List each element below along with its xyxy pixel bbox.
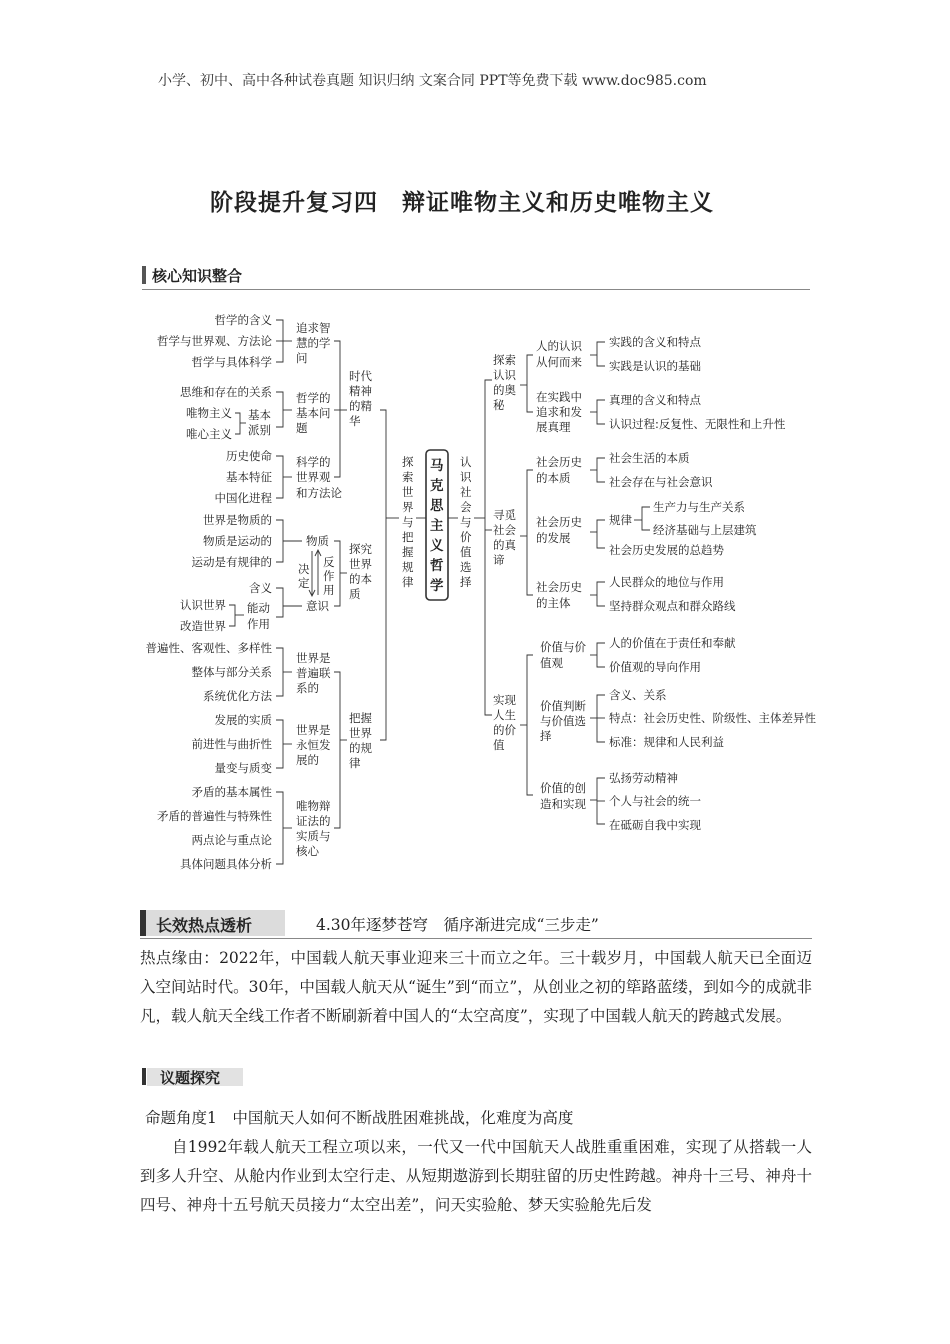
svg-text:值观: 值观 — [540, 656, 563, 670]
svg-text:规: 规 — [402, 560, 414, 574]
svg-text:在实践中: 在实践中 — [536, 390, 582, 404]
svg-text:价值观的导向作用: 价值观的导向作用 — [609, 660, 701, 674]
svg-text:科学的: 科学的 — [296, 455, 331, 469]
svg-text:意识: 意识 — [306, 599, 329, 613]
svg-text:在砥砺自我中实现: 在砥砺自我中实现 — [609, 818, 701, 832]
svg-text:物质是运动的: 物质是运动的 — [203, 534, 272, 548]
svg-text:时代: 时代 — [349, 369, 372, 383]
section-divider-2 — [140, 938, 812, 939]
svg-text:矛盾的普遍性与特殊性: 矛盾的普遍性与特殊性 — [157, 809, 272, 823]
svg-text:的价: 的价 — [493, 723, 516, 737]
svg-text:作: 作 — [323, 569, 335, 583]
svg-text:把: 把 — [402, 530, 414, 544]
svg-text:能动: 能动 — [247, 601, 270, 615]
svg-text:唯心主义: 唯心主义 — [186, 427, 232, 441]
svg-text:的本质: 的本质 — [536, 471, 571, 485]
svg-text:作用: 作用 — [247, 617, 270, 631]
svg-text:主: 主 — [430, 518, 444, 534]
svg-text:择: 择 — [460, 575, 472, 589]
svg-text:基本问: 基本问 — [296, 406, 331, 420]
svg-text:的精: 的精 — [349, 399, 372, 413]
svg-text:识: 识 — [460, 470, 472, 484]
svg-text:矛盾的基本属性: 矛盾的基本属性 — [191, 785, 272, 799]
svg-text:基本: 基本 — [248, 408, 271, 422]
mm-right-3 — [493, 636, 816, 832]
svg-text:定: 定 — [298, 576, 310, 590]
section-marker-3 — [142, 1068, 146, 1085]
mm-center-label — [430, 457, 444, 594]
svg-text:社会历史发展的总趋势: 社会历史发展的总趋势 — [609, 543, 724, 557]
svg-text:精神: 精神 — [349, 384, 372, 398]
svg-text:整体与部分关系: 整体与部分关系 — [191, 665, 272, 679]
svg-text:核心: 核心 — [296, 844, 319, 858]
svg-text:马: 马 — [430, 458, 444, 474]
svg-text:用: 用 — [323, 583, 335, 597]
svg-text:普遍性、客观性、多样性: 普遍性、客观性、多样性 — [145, 641, 272, 655]
svg-text:造和实现: 造和实现 — [540, 797, 586, 811]
page-title: 阶段提升复习四 辩证唯物主义和历史唯物主义 — [210, 190, 714, 216]
svg-text:生产力与生产关系: 生产力与生产关系 — [653, 500, 745, 514]
svg-text:前进性与曲折性: 前进性与曲折性 — [191, 737, 272, 751]
svg-text:弘扬劳动精神: 弘扬劳动精神 — [609, 771, 678, 785]
svg-text:含义: 含义 — [249, 581, 272, 595]
svg-text:普遍联: 普遍联 — [296, 666, 331, 680]
svg-text:慧的学: 慧的学 — [296, 336, 331, 350]
svg-text:克: 克 — [430, 478, 444, 494]
svg-text:探: 探 — [402, 455, 414, 469]
svg-text:世界: 世界 — [349, 726, 372, 740]
svg-text:实现: 实现 — [493, 693, 516, 707]
svg-text:个人与社会的统一: 个人与社会的统一 — [609, 794, 701, 808]
svg-text:认识世界: 认识世界 — [180, 598, 226, 612]
svg-text:的发展: 的发展 — [536, 531, 571, 545]
svg-text:思维和存在的关系: 思维和存在的关系 — [180, 385, 272, 399]
page-header: 小学、初中、高中各种试卷真题 知识归纳 文案合同 PPT等免费下载 www.doc985.com — [158, 73, 707, 89]
svg-text:价值判断: 价值判断 — [540, 699, 586, 713]
svg-text:从何而来: 从何而来 — [536, 355, 582, 369]
svg-text:义: 义 — [430, 538, 444, 554]
svg-text:值: 值 — [493, 738, 505, 752]
svg-text:物质: 物质 — [306, 534, 329, 548]
svg-text:两点论与重点论: 两点论与重点论 — [191, 833, 272, 847]
svg-text:反: 反 — [323, 555, 335, 569]
svg-text:秘: 秘 — [493, 398, 505, 412]
svg-text:系统优化方法: 系统优化方法 — [203, 689, 272, 703]
mm-group-3 — [215, 449, 343, 505]
svg-text:探究: 探究 — [349, 542, 372, 556]
hot-topic-title: 4.30年逐梦苍穹 循序渐进完成“三步走” — [316, 916, 599, 934]
svg-text:系的: 系的 — [296, 681, 319, 695]
svg-text:的规: 的规 — [349, 741, 372, 755]
svg-text:坚持群众观点和群众路线: 坚持群众观点和群众路线 — [609, 599, 736, 613]
mm-group-7 — [157, 785, 331, 871]
svg-text:会: 会 — [460, 500, 472, 514]
svg-text:与: 与 — [460, 515, 472, 529]
svg-text:华: 华 — [349, 414, 361, 428]
hot-reason-paragraph: 热点缘由：2022年，中国载人航天事业迎来三十而立之年。三十载岁月，中国载人航天已全面迈入空间站时代。30年，中国载人航天从“诞生”到“而立”，从创业之初的筚路蓝缕，到如今的成就非凡，载人航天全线工作者不断刷新着中国人的“太空高度”，实现了中国载人航天的跨越式发展。 — [140, 949, 812, 1025]
svg-text:基本特征: 基本特征 — [226, 470, 272, 484]
svg-text:与: 与 — [402, 515, 414, 529]
svg-text:社会历史: 社会历史 — [536, 455, 582, 469]
svg-text:含义、关系: 含义、关系 — [609, 688, 667, 702]
svg-text:题: 题 — [296, 421, 308, 435]
svg-text:追求和发: 追求和发 — [536, 405, 582, 419]
svg-text:社会历史: 社会历史 — [536, 580, 582, 594]
svg-text:把握: 把握 — [349, 711, 372, 725]
svg-text:问: 问 — [296, 351, 308, 365]
svg-text:永恒发: 永恒发 — [296, 738, 331, 752]
body-paragraph: 自1992年载人航天工程立项以来，一代又一代中国航天人战胜重重困难，实现了从搭载一人到多人升空、从舱内作业到太空行走、从短期遨游到长期驻留的历史性跨越。神舟十三号、神舟十四号、神舟十五号航天员接力“太空出差”，问天实验舱、梦天实验舱先后发 — [140, 1138, 812, 1214]
svg-text:择: 择 — [540, 729, 552, 743]
svg-text:唯物辩: 唯物辩 — [296, 799, 331, 813]
mm-right-main — [460, 455, 472, 589]
svg-text:实践是认识的基础: 实践是认识的基础 — [609, 359, 701, 373]
svg-text:哲学与具体科学: 哲学与具体科学 — [191, 355, 272, 369]
svg-text:世界是: 世界是 — [296, 723, 331, 737]
svg-text:发展的实质: 发展的实质 — [214, 713, 272, 727]
svg-text:规律: 规律 — [609, 513, 632, 527]
mm-left-main — [402, 455, 414, 589]
svg-text:标准：规律和人民利益: 标准：规律和人民利益 — [609, 735, 724, 749]
svg-text:证法的: 证法的 — [296, 814, 331, 828]
svg-text:质: 质 — [349, 587, 361, 601]
svg-text:学: 学 — [430, 578, 444, 594]
mm-group-5 — [146, 641, 331, 703]
svg-text:展真理: 展真理 — [536, 420, 571, 434]
section-topic-explore: 议题探究 — [160, 1069, 221, 1087]
svg-text:运动是有规律的: 运动是有规律的 — [191, 555, 272, 569]
svg-text:世界观: 世界观 — [296, 470, 331, 484]
mm-group-4 — [180, 513, 335, 633]
svg-text:的奥: 的奥 — [493, 383, 516, 397]
svg-text:寻觅: 寻觅 — [493, 508, 516, 522]
svg-text:与价值选: 与价值选 — [540, 714, 586, 728]
svg-text:历史使命: 历史使命 — [226, 449, 272, 463]
svg-text:人的认识: 人的认识 — [536, 339, 582, 353]
svg-text:人生: 人生 — [493, 708, 516, 722]
svg-text:握: 握 — [402, 545, 414, 559]
svg-text:价值与价: 价值与价 — [540, 640, 586, 654]
svg-text:的主体: 的主体 — [536, 596, 571, 610]
svg-text:人的价值在于责任和奉献: 人的价值在于责任和奉献 — [609, 636, 736, 650]
mm-group-6 — [192, 713, 331, 775]
svg-text:和方法论: 和方法论 — [296, 486, 342, 500]
svg-text:社会: 社会 — [493, 523, 516, 537]
mm-right-2 — [493, 451, 757, 613]
svg-text:律: 律 — [402, 575, 414, 589]
svg-text:中国化进程: 中国化进程 — [214, 491, 272, 505]
svg-text:世: 世 — [402, 485, 414, 499]
svg-text:世界是: 世界是 — [296, 651, 331, 665]
svg-text:社: 社 — [460, 485, 472, 499]
hot-section-marker — [140, 910, 146, 936]
svg-text:特点：社会历史性、阶级性、主体差异性: 特点：社会历史性、阶级性、主体差异性 — [609, 711, 816, 725]
mm-right-1 — [493, 335, 786, 434]
section-hot-topic: 长效热点透析 — [156, 916, 253, 935]
svg-text:改造世界: 改造世界 — [180, 619, 226, 633]
svg-text:真理的含义和特点: 真理的含义和特点 — [609, 393, 701, 407]
svg-text:决: 决 — [298, 562, 310, 576]
svg-text:价: 价 — [460, 530, 472, 544]
svg-text:的真: 的真 — [493, 538, 516, 552]
svg-text:展的: 展的 — [296, 753, 319, 767]
svg-text:唯物主义: 唯物主义 — [186, 406, 232, 420]
svg-text:思: 思 — [430, 498, 444, 514]
svg-text:世界: 世界 — [349, 557, 372, 571]
svg-text:界: 界 — [402, 500, 414, 514]
svg-text:律: 律 — [349, 756, 361, 770]
svg-text:社会生活的本质: 社会生活的本质 — [609, 451, 690, 465]
svg-text:实践的含义和特点: 实践的含义和特点 — [609, 335, 701, 349]
svg-text:世界是物质的: 世界是物质的 — [203, 513, 272, 527]
svg-text:的本: 的本 — [349, 572, 372, 586]
svg-text:社会历史: 社会历史 — [536, 515, 582, 529]
svg-text:认: 认 — [460, 455, 472, 469]
svg-text:量变与质变: 量变与质变 — [214, 761, 272, 775]
svg-text:值: 值 — [460, 545, 472, 559]
svg-text:哲学的含义: 哲学的含义 — [214, 313, 272, 327]
svg-text:哲学与世界观、方法论: 哲学与世界观、方法论 — [157, 334, 272, 348]
svg-text:具体问题具体分析: 具体问题具体分析 — [180, 857, 272, 871]
svg-text:人民群众的地位与作用: 人民群众的地位与作用 — [609, 575, 724, 589]
svg-text:选: 选 — [460, 560, 472, 574]
svg-text:认识: 认识 — [493, 368, 516, 382]
svg-text:认识过程:反复性、无限性和上升性: 认识过程:反复性、无限性和上升性 — [609, 417, 786, 431]
svg-text:谛: 谛 — [493, 553, 505, 567]
svg-text:经济基础与上层建筑: 经济基础与上层建筑 — [653, 523, 757, 537]
svg-text:派别: 派别 — [248, 423, 271, 437]
mm-group-2 — [180, 385, 331, 441]
svg-text:哲学的: 哲学的 — [296, 391, 331, 405]
svg-text:索: 索 — [402, 470, 414, 484]
section-core-knowledge: 核心知识整合 — [152, 267, 243, 285]
svg-text:价值的创: 价值的创 — [540, 781, 586, 795]
question-angle: 命题角度1 中国航天人如何不断战胜困难挑战，化难度为高度 — [145, 1109, 574, 1127]
svg-text:实质与: 实质与 — [296, 829, 331, 843]
svg-text:哲: 哲 — [430, 558, 444, 574]
svg-text:探索: 探索 — [493, 353, 516, 367]
svg-text:追求智: 追求智 — [296, 321, 331, 335]
svg-text:社会存在与社会意识: 社会存在与社会意识 — [609, 475, 713, 489]
mm-group-1 — [157, 313, 331, 369]
